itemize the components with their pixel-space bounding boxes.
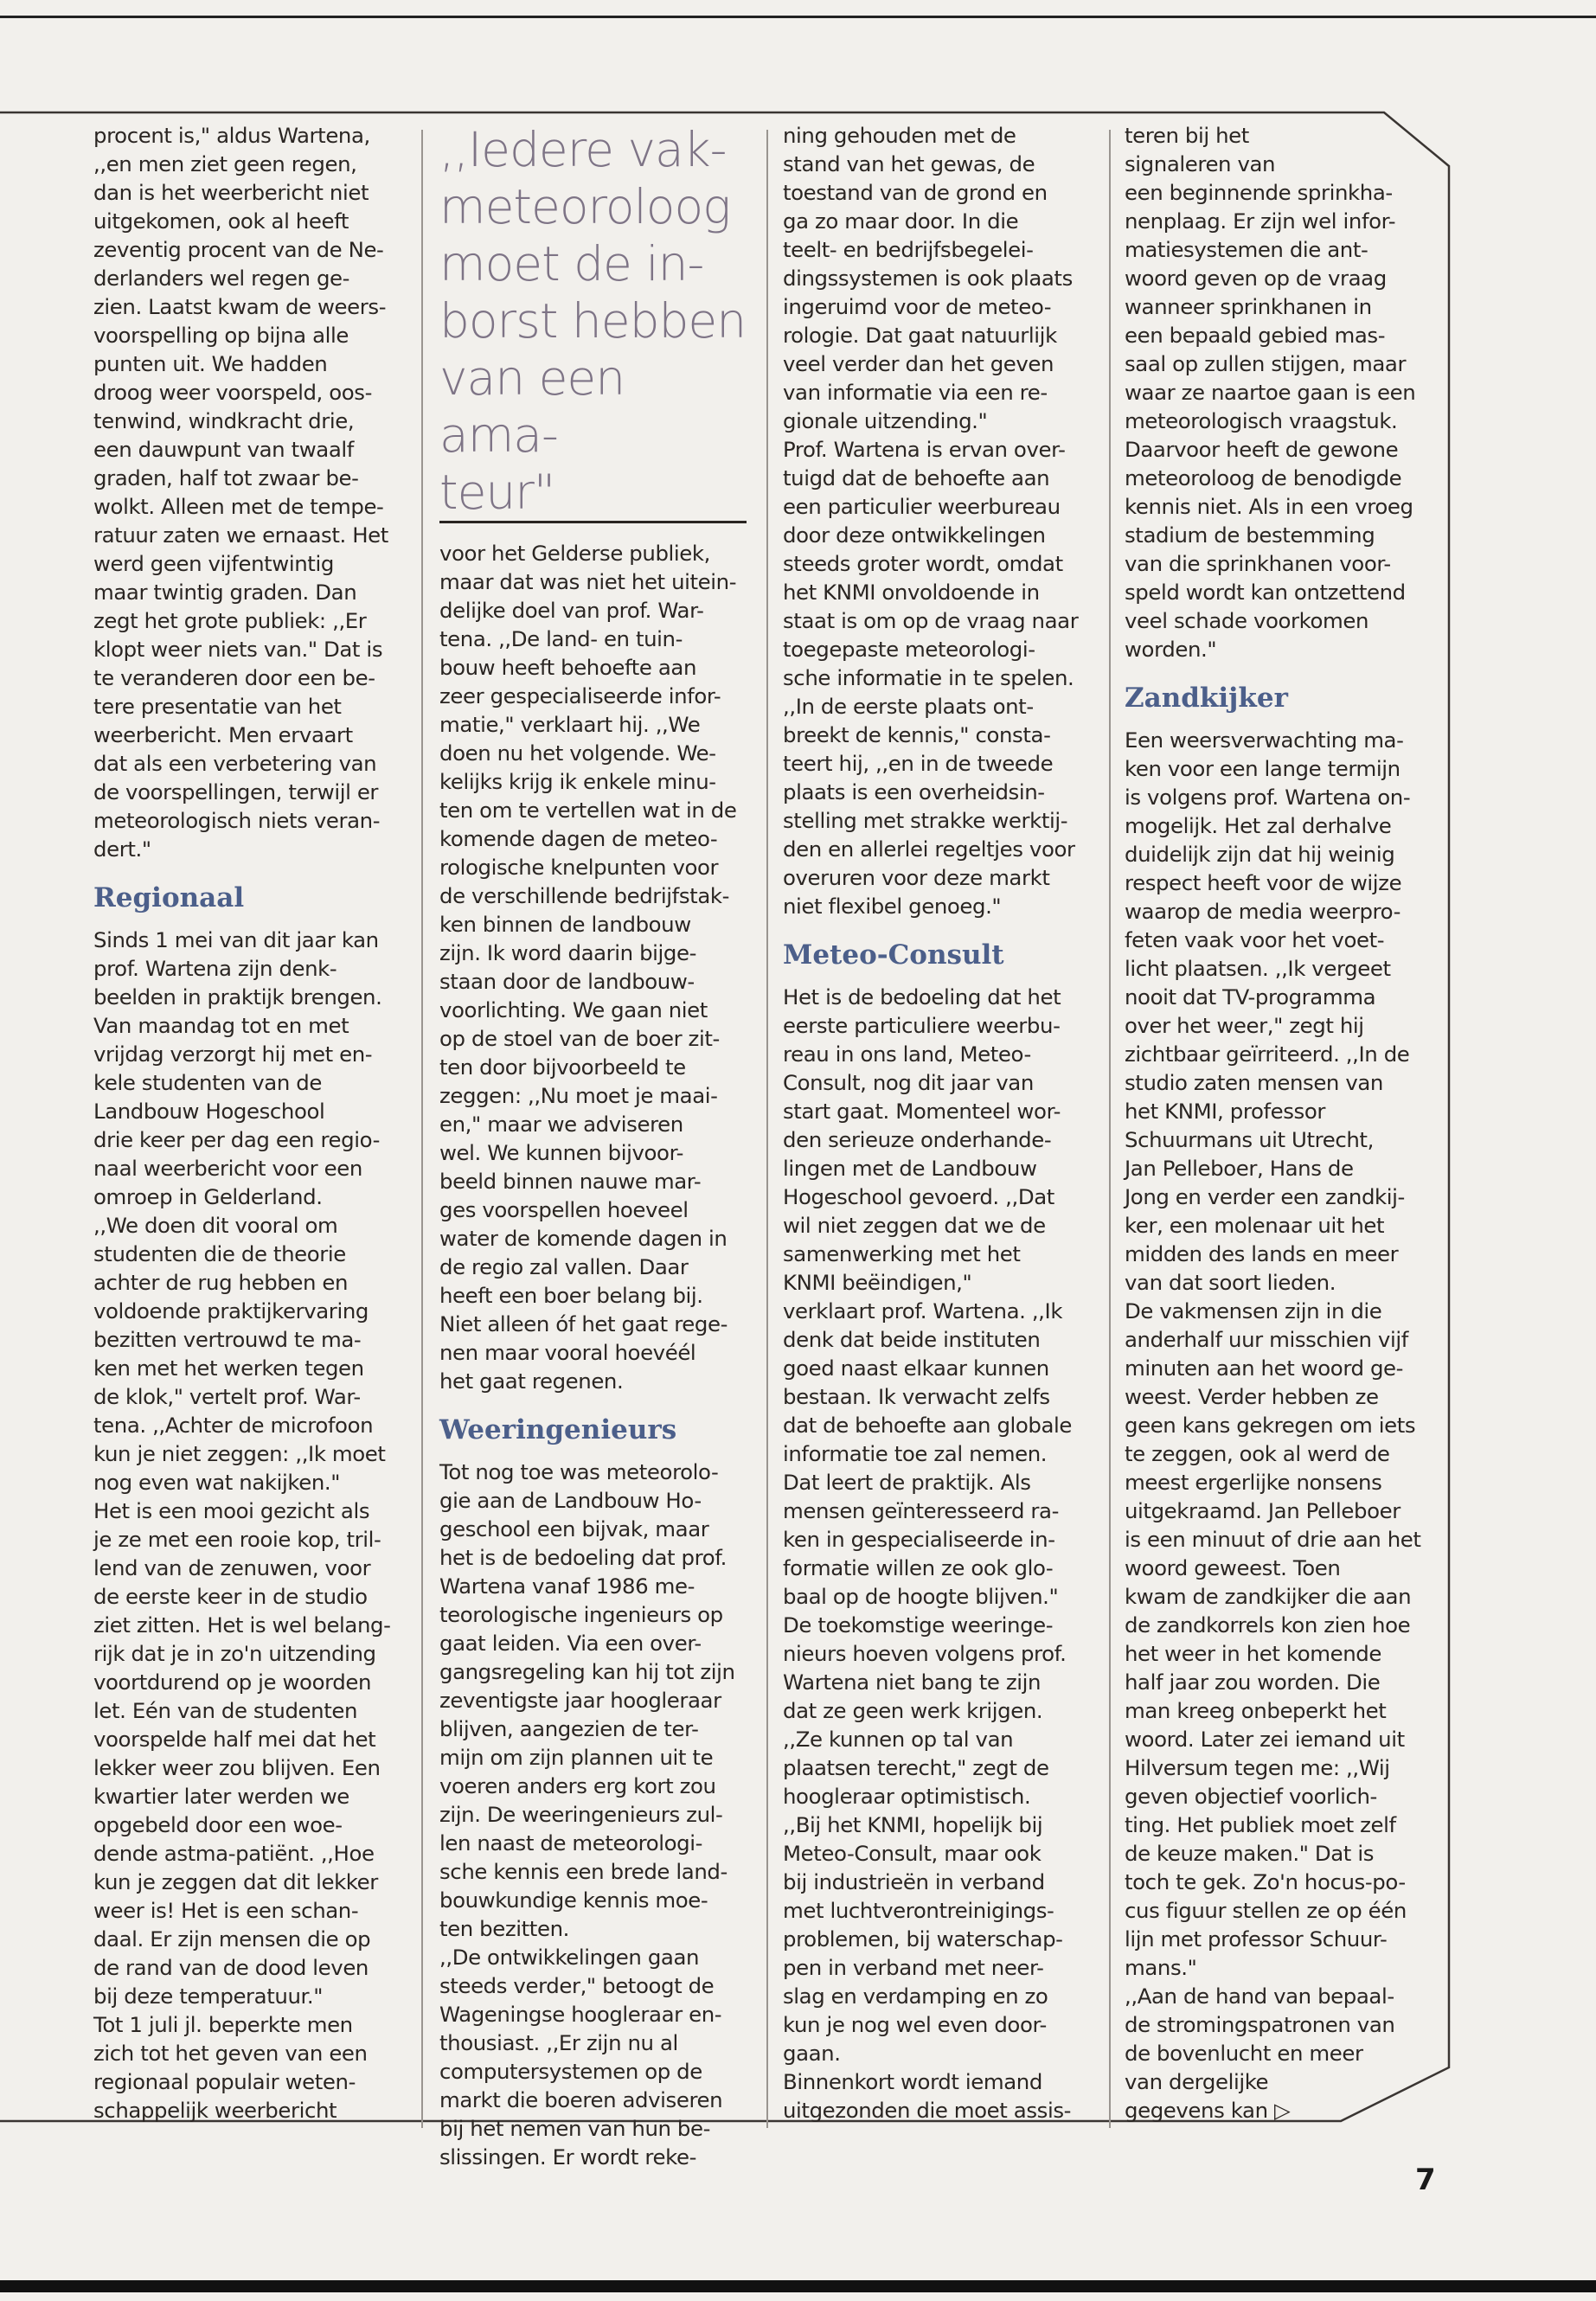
subheading-weeringenieurs: Weeringenieurs: [439, 1414, 677, 1445]
continue-arrow-icon: ▷: [1274, 2098, 1291, 2123]
body-text: procent is," aldus Wartena, ,,en men ziet geen regen, dan is het weerbericht niet uitgekomen, ook al heeft zeventig procent van de Ne- derlanders wel regen ge- zien. Laatst kwam de weers- voorspelling op bijna alle punten uit. We hadden droog weer voorspeld, oos- tenwind, windkracht drie, een dauwpunt van twaalf graden, half tot zwaar be- wolkt. Alleen met de tempe- ratuur zaten we ernaast. Het werd geen vijfentwintig maar twintig graden. Dan zegt het grote publiek: ,,Er klopt weer niets van." Dat is te veranderen door een be- tere presentatie van het weerbericht. Men ervaart dat als een verbetering van de voorspellingen, terwijl er meteorologisch niets veran- dert.": [93, 123, 388, 862]
column-divider: [421, 130, 423, 2128]
body-text: Tot nog toe was meteorolo- gie aan de Landbouw Ho- geschool een bijvak, maar het is de bedoeling dat prof. Wartena vanaf 1986 me- teorologische ingenieurs op gaat leiden. Via een over- gangsregeling kan hij tot zijn zeventigste jaar hoogleraar blijven, aangezien de ter- mijn om zijn plannen uit te voeren anders erg kort zou zijn. De weeringenieurs zul- len naast de meteorologi- sche kennis een brede land- bouwkundige kennis moe- ten bezitten. ,,De ontwikkelingen gaan steeds verder," betoogt de Wageningse hoogleraar en- thousiast. ,,Er zijn nu al computersystemen op de markt die boeren adviseren bij het nemen van hun be- slissingen. Er wordt reke-: [439, 1459, 735, 2170]
body-text: ning gehouden met de stand van het gewas, de toestand van de grond en ga zo maar door. In die teelt- en bedrijfsbegelei- dingssystemen is ook plaats ingeruimd voor de meteo- rologie. Dat gaat natuurlijk veel verder dan het geven van informatie via een re- gionale uitzending." Prof. Wartena is ervan over- tuigd dat de behoefte aan een particulier weerbureau door deze ontwikkelingen steeds groter wordt, omdat het KNMI onvoldoende in staat is om op de vraag naar toegepaste meteorologi- sche informatie in te spelen. ,,In de eerste plaats ont- breekt de kennis," consta- teert hij, ,,en in de tweede plaats is een overheidsin- stelling met strakke werktij- den en allerlei regeltjes voor overuren voor deze markt niet flexibel genoeg.": [783, 123, 1079, 919]
subheading-meteo-consult: Meteo-Consult: [783, 939, 1004, 971]
pull-quote-rule: [439, 521, 747, 523]
column-divider: [1109, 130, 1111, 2128]
pull-quote: ,,Iedere vak- meteoroloog moet de in- borst hebben van een ama- teur": [439, 122, 747, 520]
bottom-rule: [0, 2280, 1596, 2292]
subheading-zandkijker: Zandkijker: [1125, 683, 1288, 714]
subheading-regionaal: Regionaal: [93, 882, 245, 913]
article-column-2: [439, 121, 747, 2171]
article-column-3: [783, 121, 1090, 2125]
article-column-1: [93, 121, 401, 2125]
page-number: 7: [1415, 2163, 1436, 2197]
body-text: voor het Gelderse publiek, maar dat was niet het uitein- delijke doel van prof. War- tena. ,,De land- en tuin- bouw heeft behoefte aan zeer gespecialiseerde infor- matie," verklaart hij. ,,We doen nu het volgende. We- kelijks krijg ik enkele minu- ten om te vertellen wat in de komende dagen de meteo- rologische knelpunten voor de verschillende bedrijfstak- ken binnen de landbouw zijn. Ik word daarin bijge- staan door de landbouw- voorlichting. We gaan niet op de stoel van de boer zit- ten door bijvoorbeeld te zeggen: ,,Nu moet je maai- en," maar we adviseren wel. We kunnen bijvoor- beeld binnen nauwe mar- ges voorspellen hoeveel water de komende dagen in de regio zal vallen. Daar heeft een boer belang bij. Niet alleen óf het gaat rege- nen maar vooral hoevéél het gaat regenen.: [439, 541, 737, 1394]
body-text: Het is de bedoeling dat het eerste particuliere weerbu- reau in ons land, Meteo- Consult, nog dit jaar van start gaat. Momenteel wor- den serieuze onderhande- lingen met de Landbouw Hogeschool gevoerd. ,,Dat wil niet zeggen dat we de samenwerking met het KNMI beëindigen," verklaart prof. Wartena. ,,Ik denk dat beide instituten goed naast elkaar kunnen bestaan. Ik verwacht zelfs dat de behoefte aan globale informatie toe zal nemen. Dat leert de praktijk. Als mensen geïnteresseerd ra- ken in gespecialiseerde in- formatie willen ze ook glo- baal op de hoogte blijven." De toekomstige weeringe- nieurs hoeven volgens prof. Wartena niet bang te zijn dat ze geen werk krijgen. ,,Ze kunnen op tal van plaatsen terecht," zegt de hoogleraar optimistisch. ,,Bij het KNMI, hopelijk bij Meteo-Consult, maar ook bij industrieën in verband met luchtverontreinigings- problemen, bij waterschap- pen in verband met neer- slag en verdamping en zo kun je nog wel even door- gaan. Binnenkort wordt iemand uitgezonden die moet assis-: [783, 984, 1073, 2123]
body-text: teren bij het signaleren van een beginnende sprinkha- nenplaag. Er zijn wel infor- matiesystemen die ant- woord geven op de vraag wanneer sprinkhanen in een bepaald gebied mas- saal op zullen stijgen, maar waar ze naartoe gaan is een meteorologisch vraagstuk. Daarvoor heeft de gewone meteoroloog de benodigde kennis niet. Als in een vroeg stadium de bestemming van die sprinkhanen voor- speld wordt kan ontzettend veel schade voorkomen worden.": [1125, 123, 1416, 662]
top-rule: [0, 16, 1596, 18]
article-column-4: [1125, 121, 1436, 2125]
body-text: Een weersverwachting ma- ken voor een lange termijn is volgens prof. Wartena on- mogelijk. Het zal derhalve duidelijk zijn dat hij weinig respect heeft voor de wijze waarop de media weerpro- feten vaak voor het voet- licht plaatsen. ,,Ik vergeet nooit dat TV-programma over het weer," zegt hij zichtbaar geïrriteerd. ,,In de studio zaten mensen van het KNMI, professor Schuurmans uit Utrecht, Jan Pelleboer, Hans de Jong en verder een zandkij- ker, een molenaar uit het midden des lands en meer van dat soort lieden. De vakmensen zijn in die anderhalf uur misschien vijf minuten aan het woord ge- weest. Verder hebben ze geen kans gekregen om iets te zeggen, ook al werd de meest ergerlijke nonsens uitgekraamd. Jan Pelleboer is een minuut of drie aan het woord geweest. Toen kwam de zandkijker die aan de zandkorrels kon zien hoe het weer in het komende half jaar zou worden. Die man kreeg onbeperkt het woord. Later zei iemand uit Hilversum tegen me: ,,Wij geven objectief voorlich- ting. Het publiek moet zelf de keuze maken." Dat is toch te gek. Zo'n hocus-po- cus figuur stellen ze op één lijn met professor Schuur- mans." ,,Aan de hand van bepaal- de stromingspatronen van de bovenlucht en meer van dergelijke gegevens kan: [1125, 727, 1421, 2123]
column-divider: [766, 130, 768, 2128]
body-text: Sinds 1 mei van dit jaar kan prof. Wartena zijn denk- beelden in praktijk brengen. Van maandag tot en met vrijdag verzorgt hij met en- kele studenten van de Landbouw Hogeschool drie keer per dag een regio- naal weerbericht voor een omroep in Gelderland. ,,We doen dit vooral om studenten die de theorie achter de rug hebben en voldoende praktijkervaring bezitten vertrouwd te ma- ken met het werken tegen de klok," vertelt prof. War- tena. ,,Achter de microfoon kun je niet zeggen: ,,Ik moet nog even wat nakijken." Het is een mooi gezicht als je ze met een rooie kop, tril- lend van de zenuwen, voor de eerste keer in de studio ziet zitten. Het is wel belang- rijk dat je in zo'n uitzending voortdurend op je woorden let. Eén van de studenten voorspelde half mei dat het lekker weer zou blijven. Een kwartier later werden we opgebeld door een woe- dende astma-patiënt. ,,Hoe kun je zeggen dat dit lekker weer is! Het is een schan- daal. Er zijn mensen die op de rand van de dood leven bij deze temperatuur." Tot 1 juli jl. beperkte men zich tot het geven van een regionaal populair weten- schappelijk weerbericht: [93, 927, 391, 2123]
